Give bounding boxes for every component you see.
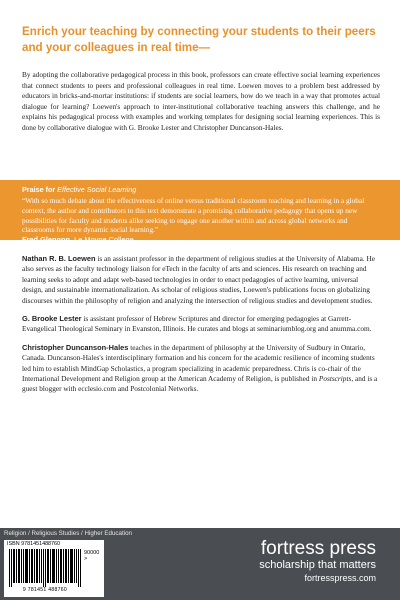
bio-text-after: , and is a guest blogger with ecclesio.com and Postcolonial Networks.: [22, 374, 378, 394]
praise-label-title: Effective Social Learning: [57, 185, 137, 194]
publisher-logo: fortress press: [260, 538, 376, 559]
praise-quote: [22, 196, 380, 245]
publisher-url: fortresspress.com: [304, 573, 376, 583]
bio-name: Christopher Duncanson-Hales: [22, 342, 129, 352]
barcode-icon: [7, 549, 83, 587]
bio-text: teaches in the department of philosophy at the University of Sudbury in Ontario, Canada. Duncanson-Hales's interdisciplinary formation and his concern for the academic resilience of incoming students led him to establish MindGap Scholastics, a program specializing in academic preparedness. Chris is co-chair of the International Development and Religion group at the American Academy of Religion, is published in: [22, 342, 375, 384]
publisher-brand: [259, 538, 376, 585]
bio-name: Nathan R. B. Loewen: [22, 254, 96, 263]
praise-label: [22, 185, 136, 194]
bio-text: is assistant professor of Hebrew Scriptures and director for emerging pedagogies at Garrett-Evangelical Theological Seminary in Evanston, Illinois. He curates and blogs at seminariumblog.org and anumma.com.: [22, 314, 372, 334]
publisher-tagline: scholarship that matters: [259, 559, 376, 571]
author-bios: [22, 254, 380, 403]
praise-attribution-name: Fred Glennon,: [22, 235, 73, 245]
cover-headline: Enrich your teaching by connecting your students to their peers and your colleagues in real time—: [22, 25, 376, 54]
isbn-label: ISBN 9781451488760: [7, 541, 61, 547]
bio-text: is an assistant professor in the department of religious studies at the University of Alabama. He also serves as the faculty technology liaison for eTech in the faculty of arts and sciences. His research on teaching and learning seeks to adopt and adapt web-based technologies in order to enact pedagogies of active learning, universal design, and sustainable internationalization. As scholar of religious studies, Loewen's publications focus on globalizing discourses within the philosophy of religion and analyzing the intersection of religious studies and development studies.: [22, 254, 375, 305]
barcode-digits: 9 781451 488760: [22, 587, 68, 593]
book-summary: By adopting the collaborative pedagogical process in this book, professors can create effective social learning experiences that connect students to peers and professional colleagues in real time. Loewen moves to a problem best addressed by educators in bricks-and-mortar institutions: if students are social learners, how do we teach in a way that promotes actual dialogue for learning? Loewen's approach to inter-institutional collaborative teaching answers this challenge, and he explains his pedagogical process with examples and working templates for designing social learning experiences. This is done by collaborative dialogue with G. Brooke Lester and Christopher Duncanson-Hales.: [22, 70, 380, 132]
barcode-panel: [4, 540, 104, 597]
praise-panel: [0, 180, 400, 245]
praise-attribution-institution: Le Moyne College: [74, 235, 134, 245]
bio-name: G. Brooke Lester: [22, 314, 82, 324]
praise-quote-text: “With so much debate about the effectiveness of online versus traditional classroom teaching and learning in a global context, the author and contributors to this text demonstrate a promising collaborative pedagogy that opens up new possibilities for faculty and students alike seeking to engage one another within and across global networks and classrooms for more dynamic social learning.”: [22, 196, 365, 235]
category-label: Religion / Religious Studies / Higher Education: [4, 530, 132, 537]
praise-attribution: [22, 235, 134, 244]
footer-band: [0, 528, 400, 600]
bio-lester: [22, 314, 380, 335]
bio-loewen: [22, 254, 380, 306]
bio-duncanson-hales: [22, 343, 380, 395]
praise-label-prefix: Praise for: [22, 185, 58, 194]
bio-italic-title: Postscripts: [318, 374, 352, 384]
price-code: 90000 >: [84, 550, 100, 562]
